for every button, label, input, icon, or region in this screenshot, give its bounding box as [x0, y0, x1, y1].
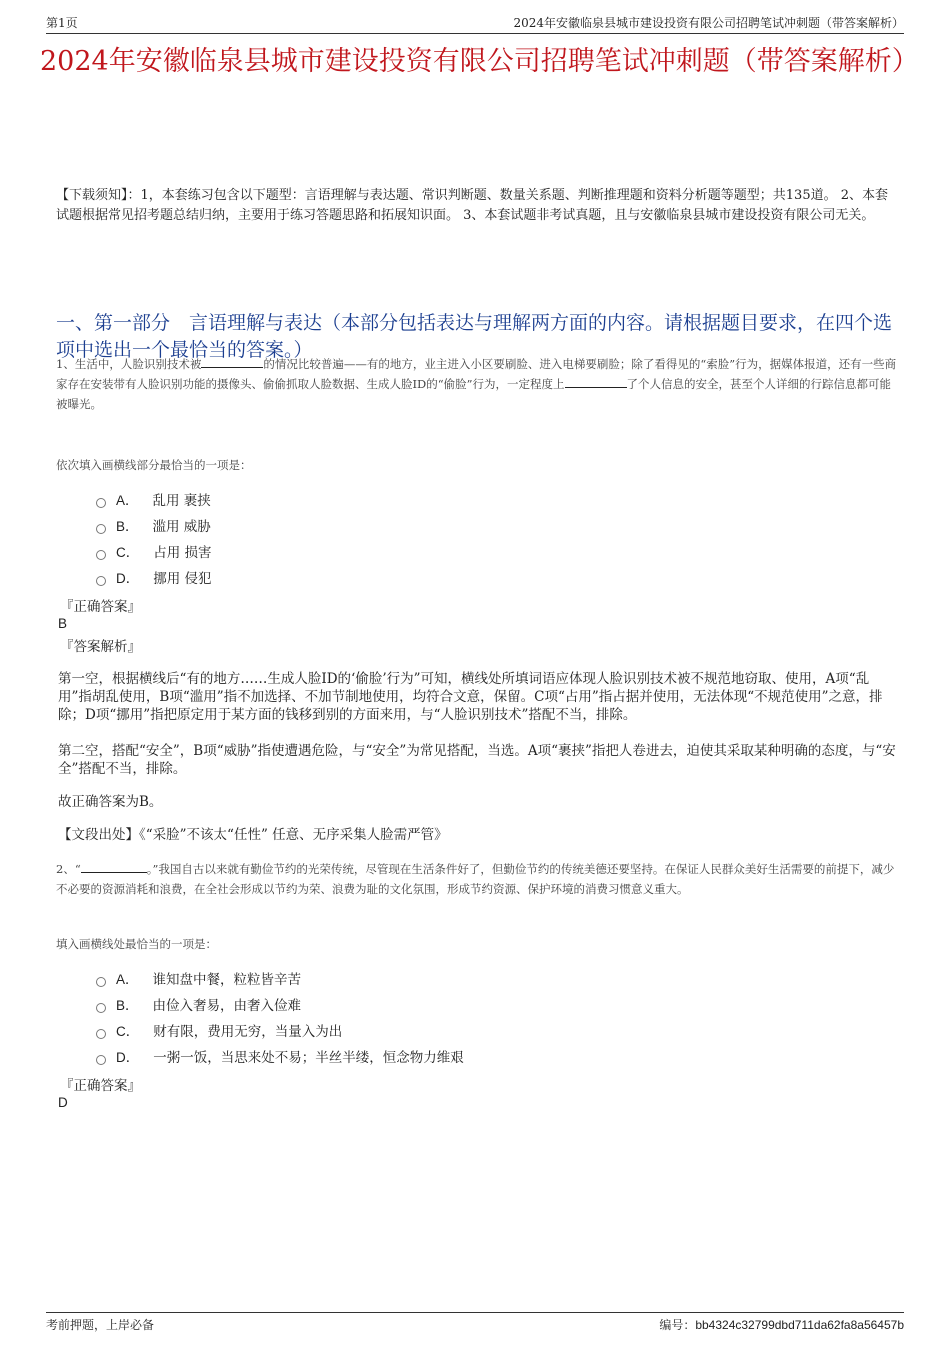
question-2-answer: D [58, 1095, 68, 1110]
question-2-option-a[interactable]: A． 谁知盘中餐，粒粒皆辛苦 [96, 967, 464, 993]
radio-icon[interactable] [96, 1055, 106, 1065]
question-1-option-a[interactable]: A． 乱用 裹挟 [96, 488, 212, 514]
question-1-option-b[interactable]: B． 滥用 威胁 [96, 514, 212, 540]
section-title: 一、第一部分 言语理解与表达（本部分包括表达与理解两方面的内容。请根据题目要求，在四个选项中选出一个最恰当的答案。） [56, 312, 893, 361]
question-2-prompt: 填入画横线处最恰当的一项是： [56, 937, 217, 951]
radio-icon[interactable] [96, 524, 106, 534]
radio-icon[interactable] [96, 498, 106, 508]
question-1-text-c: 了个人信息的安全，甚至个人详细的行踪信息都可能被曝光。 [56, 377, 892, 411]
page-number: 第1页 [46, 16, 78, 30]
question-2-text [56, 859, 900, 899]
question-2-text-a: 2、“ [56, 862, 81, 876]
question-2-blank [81, 861, 147, 873]
question-1-text-a: 1、生活中，人脸识别技术被 [56, 357, 202, 371]
radio-icon[interactable] [96, 550, 106, 560]
question-2-option-c[interactable]: C． 财有限，费用无穷，当量入为出 [96, 1019, 464, 1045]
question-1-blank-2 [565, 376, 627, 388]
question-1-analysis-1: 第一空，根据横线后“有的地方……生成人脸ID的‘偷脸’行为”可知，横线处所填词语应体现人脸识别技术被不规范地窃取、使用，A项“乱用”指胡乱使用，B项“滥用”指不加选择、不加节制地使用，均符合文意，保留。C项“占用”指占据并使用，无法体现“不规范使用”之意，排除；D项“挪用”指把原定用于某方面的钱移到别的方面来用，与“人脸识别技术”搭配不当，排除。 [58, 671, 883, 723]
question-1-analysis-2: 第二空，搭配“安全”，B项“威胁”指使遭遇危险，与“安全”为常见搭配，当选。A项“裹挟”指把人卷进去，迫使其采取某种明确的态度，与“安全”搭配不当，排除。 [58, 743, 896, 777]
question-1-prompt: 依次填入画横线部分最恰当的一项是： [56, 458, 252, 472]
footer-code [659, 1315, 904, 1335]
question-2-text-b: 。”我国自古以来就有勤俭节约的光荣传统，尽管现在生活条件好了，但勤俭节约的传统美德还要坚持。在保证人民群众美好生活需要的前提下，减少不必要的资源消耗和浪费，在全社会形成以节约为荣、浪费为耻的文化氛围，形成节约资源、保护环境的消费习惯意义重大。 [56, 862, 895, 896]
footer-code-label: 编号： [659, 1318, 696, 1332]
question-1-analysis-label: 『答案解析』 [60, 639, 141, 655]
radio-icon[interactable] [96, 1029, 106, 1039]
page-title: 2024年安徽临泉县城市建设投资有限公司招聘笔试冲刺题（带答案解析） [40, 46, 919, 77]
question-1-blank-1 [201, 356, 263, 368]
question-1-option-d[interactable]: D． 挪用 侵犯 [96, 566, 212, 592]
question-1-option-c[interactable]: C． 占用 损害 [96, 540, 212, 566]
page-footer [46, 1312, 904, 1332]
question-1-options [96, 488, 212, 592]
question-1-source: 【文段出处】《“采脸”不该太“任性” 任意、无序采集人脸需严管》 [58, 827, 448, 843]
question-1-answer-label: 『正确答案』 [60, 599, 141, 615]
download-notice: 【下载须知】：1，本套练习包含以下题型：言语理解与表达题、常识判断题、数量关系题、判断推理题和资料分析题等题型；共135道。 2、本套试题根据常见招考题总结归纳，主要用于练习答题思路和拓展知识面。 3、本套试题非考试真题，且与安徽临泉县城市建设投资有限公司无关。 [56, 188, 888, 223]
footer-slogan: 考前押题，上岸必备 [46, 1318, 155, 1332]
radio-icon[interactable] [96, 576, 106, 586]
footer-code-value: bb4324c32799dbd711da62fa8a56457b [695, 1318, 904, 1332]
header-doc-title: 2024年安徽临泉县城市建设投资有限公司招聘笔试冲刺题（带答案解析） [513, 16, 904, 30]
question-1-answer: B [58, 616, 68, 631]
question-2-answer-label: 『正确答案』 [60, 1078, 141, 1094]
question-1-analysis-3: 故正确答案为B。 [58, 794, 163, 810]
question-2-options [96, 967, 464, 1071]
radio-icon[interactable] [96, 1003, 106, 1013]
question-1-text-b: 的情况比较普遍——有的地方，业主进入小区要刷脸、进入电梯要刷脸；除了看得见的“索脸”行为，据媒体报道，还有一些商家存在安装带有人脸识别功能的摄像头、偷偷抓取人脸数据、生成人脸ID的“偷脸”行为，一定程度上 [56, 357, 897, 391]
question-2-option-d[interactable]: D． 一粥一饭，当思来处不易；半丝半缕，恒念物力维艰 [96, 1045, 464, 1071]
question-1-text [56, 354, 900, 414]
question-2-option-b[interactable]: B． 由俭入奢易，由奢入俭难 [96, 993, 464, 1019]
page-header [46, 14, 904, 34]
radio-icon[interactable] [96, 977, 106, 987]
